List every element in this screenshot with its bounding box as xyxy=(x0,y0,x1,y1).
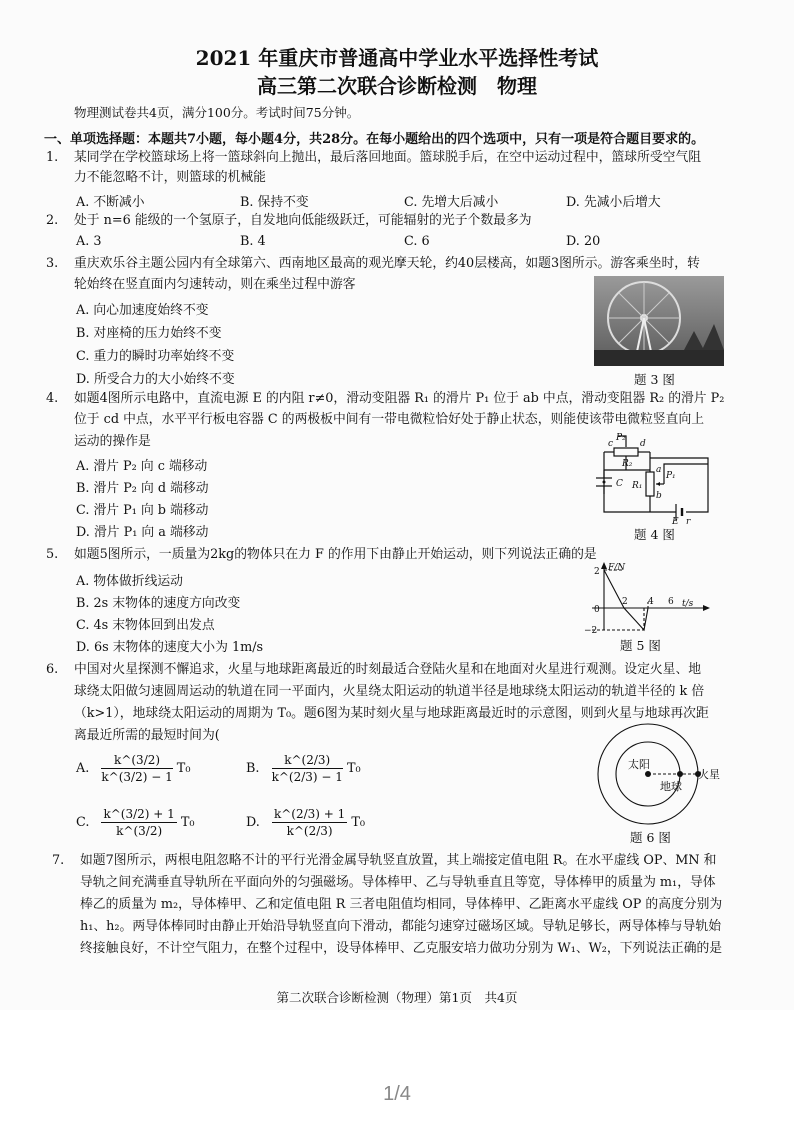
graph-y-bottom: −2 xyxy=(584,626,598,634)
question-4-line1: 如题4图所示电路中，直流电源 E 的内阻 r≠0，滑动变阻器 R₁ 的滑片 P₁ 位于 ab 中点，滑动变阻器 R₂ 的滑片 P₂ xyxy=(74,391,725,406)
label-r: r xyxy=(686,517,691,524)
sun-label: 太阳 xyxy=(628,758,650,771)
graph-ylabel: F/N xyxy=(608,563,626,573)
question-6-line1: 中国对火星探测不懈追求，火星与地球距离最近的时刻最适合登陆火星和在地面对火星进行观测。设定火星、地 xyxy=(74,662,702,677)
question-1-option-a: A. 不断减小 xyxy=(76,195,145,210)
page-indicator: 1/4 xyxy=(383,1083,411,1105)
figure-4-caption: 题 4 图 xyxy=(634,527,675,542)
question-6-option-b: B. $\frac{k\^{}(2/3)}{k\^{}(2/3) - 1}$ T₀ xyxy=(246,753,361,784)
exam-info: 物理测试卷共4页，满分100分。考试时间75分钟。 xyxy=(74,105,360,120)
graph-y-top: 2 xyxy=(594,567,600,577)
circuit-diagram xyxy=(590,432,720,524)
force-time-graph xyxy=(584,560,714,634)
question-7-line1: 如题7图所示，两根电阻忽略不计的平行光滑金属导轨竖直放置，其上端接定值电阻 R。在水平虚线 OP、MN 和 xyxy=(80,853,717,868)
label-c: c xyxy=(608,439,614,449)
question-6-line4: 离最近所需的最短时间为( xyxy=(74,728,220,743)
label-r1: R₁ xyxy=(632,481,643,491)
question-5-option-c: C. 4s 末物体回到出发点 xyxy=(76,618,215,633)
question-1-option-d: D. 先减小后增大 xyxy=(566,195,661,210)
question-2-option-b: B. 4 xyxy=(240,234,266,249)
exam-subtitle: 高三第二次联合诊断检测 物理 xyxy=(257,74,537,98)
label-d: d xyxy=(640,439,646,449)
ferris-wheel-photo xyxy=(594,276,724,366)
page-footer: 第二次联合诊断检测（物理）第1页 共4页 xyxy=(276,990,518,1005)
question-2-option-c: C. 6 xyxy=(404,234,430,249)
label-b: b xyxy=(656,491,662,501)
label-p1: P₁ xyxy=(666,471,676,481)
question-2-option-d: D. 20 xyxy=(566,234,601,249)
question-4-option-c: C. 滑片 P₁ 向 b 端移动 xyxy=(76,503,209,518)
question-3-number: 3. xyxy=(46,256,59,271)
question-5-line1: 如题5图所示，一质量为2kg的物体只在力 F 的作用下由静止开始运动，则下列说法正确的是 xyxy=(74,547,597,562)
label-p2: P₂ xyxy=(616,433,626,443)
question-4-line2: 位于 cd 中点，水平平行板电容器 C 的两极板中间有一带电微粒恰好处于静止状态，则能使该带电微粒竖直向上 xyxy=(74,412,705,427)
question-7-line5: 终接触良好，不计空气阻力，在整个过程中，设导体棒甲、乙克服安培力做功分别为 W₁、W₂，下列说法正确的是 xyxy=(80,941,723,956)
question-6-option-a: A. $\frac{k\^{}(3/2)}{k\^{}(3/2) - 1}$ T₀ xyxy=(76,753,191,784)
graph-xlabel: t/s xyxy=(682,599,694,609)
question-5-option-a: A. 物体做折线运动 xyxy=(76,574,183,589)
question-5-number: 5. xyxy=(46,547,59,562)
question-6-line2: 球绕太阳做匀速圆周运动的轨道在同一平面内，火星绕太阳运动的轨道半径是地球绕太阳运动的轨道半径的 k 倍 xyxy=(74,684,705,699)
question-2-number: 2. xyxy=(46,213,59,228)
question-4-line3: 运动的操作是 xyxy=(74,434,151,449)
question-2-option-a: A. 3 xyxy=(76,234,102,249)
section-heading: 一、单项选择题：本题共7小题，每小题4分，共28分。在每小题给出的四个选项中，只有一项是符合题目要求的。 xyxy=(44,132,705,147)
label-e: E xyxy=(672,517,679,524)
question-1-line2: 力不能忽略不计，则篮球的机械能 xyxy=(74,170,266,185)
figure-5-caption: 题 5 图 xyxy=(620,638,661,653)
graph-origin: 0 xyxy=(594,605,600,615)
question-3-option-a: A. 向心加速度始终不变 xyxy=(76,303,209,318)
question-5-option-d: D. 6s 末物体的速度大小为 1m/s xyxy=(76,640,264,655)
question-3-option-d: D. 所受合力的大小始终不变 xyxy=(76,372,235,387)
label-capacitor: C xyxy=(616,479,623,489)
question-3-line2: 轮始终在竖直面内匀速转动，则在乘坐过程中游客 xyxy=(74,277,356,292)
orbit-diagram xyxy=(586,720,726,826)
label-a: a xyxy=(656,465,662,475)
question-1-option-b: B. 保持不变 xyxy=(240,195,309,210)
graph-x-tick-4: 4 xyxy=(648,597,654,607)
question-6-number: 6. xyxy=(46,662,59,677)
graph-x-tick-2: 2 xyxy=(622,597,628,607)
question-3-option-b: B. 对座椅的压力始终不变 xyxy=(76,326,222,341)
question-1-line1: 某同学在学校篮球场上将一篮球斜向上抛出，最后落回地面。篮球脱手后，在空中运动过程中，篮球所受空气阻 xyxy=(74,150,702,165)
question-6-line3: （k>1），地球绕太阳运动的周期为 T₀。题6图为某时刻火星与地球距离最近时的示意图，则到火星与地球再次距 xyxy=(74,706,709,721)
figure-3-caption: 题 3 图 xyxy=(634,372,675,387)
question-6-option-d: D. $\frac{k\^{}(2/3) + 1}{k\^{}(2/3)}$ T₀ xyxy=(246,807,366,838)
label-r2: R₂ xyxy=(622,459,633,469)
earth-label: 地球 xyxy=(660,780,682,793)
figure-6-caption: 题 6 图 xyxy=(630,830,671,845)
question-7-line3: 棒乙的质量为 m₂，导体棒甲、乙和定值电阻 R 三者电阻值均相同，导体棒甲、乙距离水平虚线 OP 的高度分别为 xyxy=(80,897,723,912)
exam-title: 2021 年重庆市普通高中学业水平选择性考试 xyxy=(195,46,599,70)
question-1-number: 1. xyxy=(46,150,59,165)
question-3-option-c: C. 重力的瞬时功率始终不变 xyxy=(76,349,235,364)
question-4-option-a: A. 滑片 P₂ 向 c 端移动 xyxy=(76,459,208,474)
question-3-line1: 重庆欢乐谷主题公园内有全球第六、西南地区最高的观光摩天轮，约40层楼高，如题3图所示。游客乘坐时，转 xyxy=(74,256,700,271)
question-7-number: 7. xyxy=(52,853,65,868)
question-4-number: 4. xyxy=(46,391,59,406)
question-4-option-d: D. 滑片 P₁ 向 a 端移动 xyxy=(76,525,209,540)
question-5-option-b: B. 2s 末物体的速度方向改变 xyxy=(76,596,241,611)
question-2-line1: 处于 n=6 能级的一个氢原子，自发地向低能级跃迁，可能辐射的光子个数最多为 xyxy=(74,213,532,228)
question-7-line2: 导轨之间充满垂直导轨所在平面向外的匀强磁场。导体棒甲、乙与导轨垂直且等宽，导体棒甲的质量为 m₁，导体 xyxy=(80,875,716,890)
mars-label: 火星 xyxy=(698,768,720,781)
question-7-line4: h₁、h₂。两导体棒同时由静止开始沿导轨竖直向下滑动，都能匀速穿过磁场区域。导轨足够长，两导体棒与导轨始 xyxy=(80,919,721,934)
question-4-option-b: B. 滑片 P₂ 向 d 端移动 xyxy=(76,481,209,496)
graph-x-tick-6: 6 xyxy=(668,597,674,607)
question-1-option-c: C. 先增大后减小 xyxy=(404,195,499,210)
question-6-option-c: C. $\frac{k\^{}(3/2) + 1}{k\^{}(3/2)}$ T₀ xyxy=(76,807,195,838)
